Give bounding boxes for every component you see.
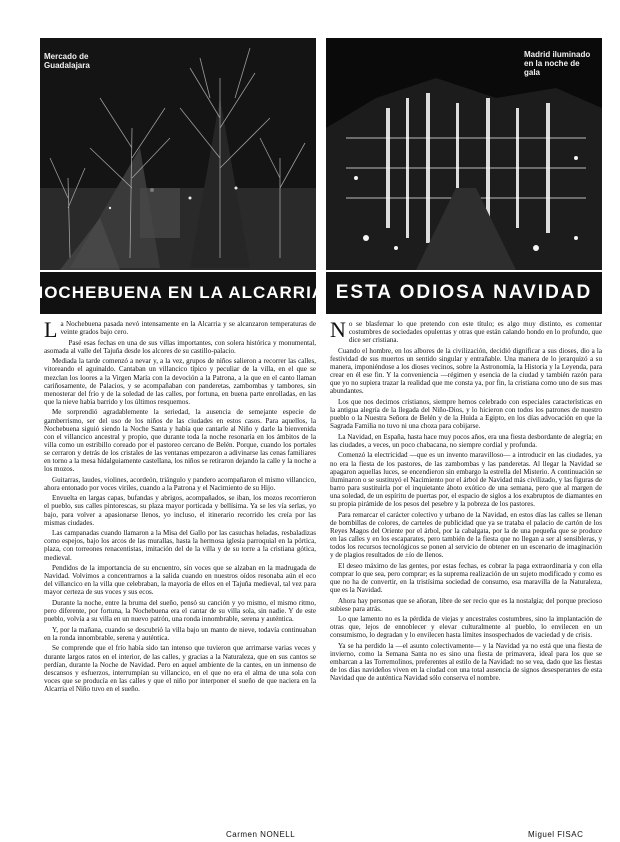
paragraph: Pasé esas fechas en una de sus villas importantes, con solera histórica y monumental, asomada al valle del Tajuña desde los alcores de su castillo-palacio. bbox=[44, 338, 316, 355]
right-article-signature: Miguel FISAC bbox=[528, 830, 584, 839]
paragraph: Los que nos decimos cristianos, siempre hemos celebrado con especiales características en la antigua alegría de la llegada del Niño-Dios, y lo hicieron con todos los patrones de nuestro pueblo o la Nuestra Señora de Belén y de la Huida a Egipto, en los días advocación en que la Sagrada Familia no tuvo ni una choza para cobijarse. bbox=[330, 397, 602, 431]
paragraph: Guitarras, laudes, violines, acordeón, triángulo y pandero acompañaron el mismo villancico, ahora entonado por voces viriles, cuando a la Patrona y el Nacimiento de su Hijo. bbox=[44, 475, 316, 492]
dropcap: N bbox=[330, 320, 346, 342]
paragraph: Para remarcar el carácter colectivo y urbano de la Navidad, en estos días las calles se llenan de bombillas de colores, de carteles de publicidad que ya se trataba el palacio de cartón de los Reyes Magos del Oriente por el árbol, por la cabalgata, por la de una pequeña que se produce en las calles y en los escaparates, pero también de la fiesta que no llegan a ser al sensibleras, y todos los recursos tecnológicos se ponen al servicio de obtener en un escenario de imaginación y de plagios resultados de ±ío de llenos. bbox=[330, 510, 602, 560]
paragraph: La Nochebuena pasada nevó intensamente en la Alcarria y se alcanzaron temperaturas de veinte grados bajo cero. bbox=[44, 320, 316, 342]
left-photo-caption: Mercado de Guadalajara bbox=[44, 52, 90, 70]
right-photo-caption: Madrid iluminado en la noche de gala bbox=[524, 50, 591, 77]
paragraph: Ahora hay personas que se añoran, libre de ser recio que es la nostalgia; del porque precioso subiese para atrás. bbox=[330, 596, 602, 613]
paragraph: No se blasfemar lo que pretendo con este título; es algo muy distinto, es comentar costumbres de sociedades opulentas y otras que están calando hondo en lo profundo, que dice ser cristiana. bbox=[330, 320, 602, 345]
paragraph: Mediada la tarde comenzó a nevar y, a la vez, grupos de niños salieron a recorrer las calles, vitoreando el aguinaldo. Cantaban un villancico típico y peculiar de la villa, en el que se mezclan los loores a la Virgen María con la devoción a la Patrona, a la que en el canto llaman cariñosamente, de Palacios, y se acompañaban con panderetas, zambombas y tambores, sin menosterar del frío y de la soledad de las calles, por fortuna, en buena parte enrolladas, en las que la nieve había barrido y los últimos resquemos. bbox=[44, 357, 316, 406]
left-article-signature: Carmen NONELL bbox=[226, 830, 296, 839]
dropcap: L bbox=[44, 320, 58, 342]
left-article-photo bbox=[40, 38, 316, 270]
paragraph: Envuelta en largas capas, bufandas y abrigos, acompañados, se iban, los mozos recorrieron el pueblo, sus calles pintorescas, su plaza mayor porticada y bellísima. Ya se les vía serlas, yo bajo, para volver a apasionarse llenos, yo incluso, el itinerario recorrido les creía por las mismas ciudades. bbox=[44, 494, 316, 527]
paragraph: Comenzó la electricidad —que es un invento maravilloso— a introducir en las ciudades, ya no era la fiesta de los pastores, de las zambombas y las panderetas. Al llegar la Navidad se apagaron aquellas luces, se encendieron sin embargo la estrella del Misterio. A continuación se iluminaron o se sustituyó el Nacimiento por el árbol de Navidad más civilizado, y las figuras de barro para sustituirla por el inquietante áboto exótico de una semana, pero que al margen de una soledad, de un espíritu de puertas por, el espacio de siglos a los exabruptos de diamantes en su propia pirámide de los pesos del pesebre y la pobreza de los pastores. bbox=[330, 451, 602, 508]
right-article-body bbox=[330, 320, 602, 820]
paragraph: Ya se ha perdido la —el asunto colectivamente— y la Navidad ya no está que una fiesta de invierno, como la Semana Santa no es sino una fiesta de primavera, ideal para los que se embarcan a las Torremolinos, preferentes al estilo de la Navidad: no se vea, dado que las fiestas de los días navideños viven en la ciudad con una total ausencia de signos desesperantes de esta Navidad que de auténtica Navidad sólo conserva el nombre. bbox=[330, 641, 602, 683]
paragraph: Y, por la mañana, cuando se descubrió la villa bajo un manto de nieve, todavía continuaban en la ronda innombrable, serena y auténtica. bbox=[44, 625, 316, 642]
paragraph: La Navidad, en España, hasta hace muy pocos años, era una fiesta desbordante de alegría; en las ciudades, a veces, un poco chabacana, no siempre cordial y profunda. bbox=[330, 432, 602, 449]
paragraph: Me sorprendió agradablemente la seriedad, la ausencia de semejante especie de gamberrismo, ser del uso de los niños de las ciudades en estos casos. Para aquellos, la Nochebuena siguió siendo la Noche Santa y había que cantarle al Niño y darle la bienvenida con el villancico ancestral y propio, que durante toda la noche resonaría en los ámbitos de la villa como un estribillo coreado por el pastoreo cercano de Belén. Porque, cuando los portales se cerraron y detrás de los cristales de las ventanas empezaron a adivinarse las cenas familiares en torno a la mesa hidalguiamente castellana, los niños se retiraron dejando la calle y la noche a los mozos. bbox=[44, 408, 316, 474]
right-article-title: ESTA ODIOSA NAVIDAD bbox=[326, 272, 602, 314]
left-article-body bbox=[44, 320, 316, 820]
paragraph: Lo que lamento no es la pérdida de viejas y ancestrales costumbres, sino la implantación de otras que, lejos de ennoblecer y elevar culturalmente al pueblo, lo envilecen en un consumismo, lo degradan y lo envilecen hasta límites insospechados de vaciedad y de crisis. bbox=[330, 615, 602, 640]
paragraph: Durante la noche, entre la bruma del sueño, pensó su canción y yo mismo, el mismo ritmo, pero diferente, por fortuna, la Nochebuena era el cantar de su villa sola, sin nadie. Y de este pueblo, volvía a su villa en un nuevo patrón, una ronda innombrable, serena y auténtica. bbox=[44, 599, 316, 624]
paragraph: Pendidos de la importancia de su encuentro, sin voces que se alzaban en la madrugada de Navidad. Volvimos a concentrarnos a la salida cuando en nuestros oídos resonaba aún el eco del villancico en la villa que celebraban, la mayoría de ellos en el Tajuña medieval, tal vez para mayor certeza de sus voces y sus ecos. bbox=[44, 564, 316, 597]
left-article-title: NOCHEBUENA EN LA ALCARRIA bbox=[40, 272, 316, 314]
night-street-trees-image bbox=[40, 38, 316, 270]
paragraph: Se comprende que el frío había sido tan intenso que tuvieron que arrimarse varias veces y durante largos ratos en el interior, de las calles, y gracias a la Naturaleza, que en sus cantos se perdían, durante la Noche de Navidad. Pero en aquel ambiente de la cantes, en un inmenso de descansos y esfuerzos, interrumpían su villancico, en el que no era el alma de una sola con voces que se producía en las calles y que el niño por interponer el sueño de que naciera en la Alcarria el Niño tuvo en el sueño. bbox=[44, 644, 316, 693]
paragraph: Las campanadas cuando llamaron a la Misa del Gallo por las casuchas heladas, resbaladizas como espejos, bajo los arcos de las murallas, hasta la hermosa iglesia parroquial en la pórtica, plaza, con torreones renacentistas, imitación del de la villa y de su torre a la cristiana gótica, medieval. bbox=[44, 529, 316, 562]
paragraph: El deseo máximo de las gentes, por estas fechas, es cobrar la paga extraordinaria y con ella comprar lo que sea, pero comprar; es la suprema realización de un sujeto modificado y como es que no ha de convertir, en la tristísima sociedad de consumo, esa maravilla de la Naturaleza, que es la Navidad. bbox=[330, 561, 602, 594]
paragraph: Cuando el hombre, en los albores de la civilización, decidió dignificar a sus dioses, dio a la festividad de sus muertos un sentido singular y entrañable. Una manera de lo jerarquizó a su manera, imponiéndose a los dioses vecinos, sobre la Astronomía, la Historia y la Leyenda, para crear en él ese fin. Y la conveniencia —régimen y esencia de la ciudad y también razón para que yo no supiera trazar la realidad que me consta ya, por fin, la cristiana como uno de sus mas abundantes. bbox=[330, 346, 602, 396]
